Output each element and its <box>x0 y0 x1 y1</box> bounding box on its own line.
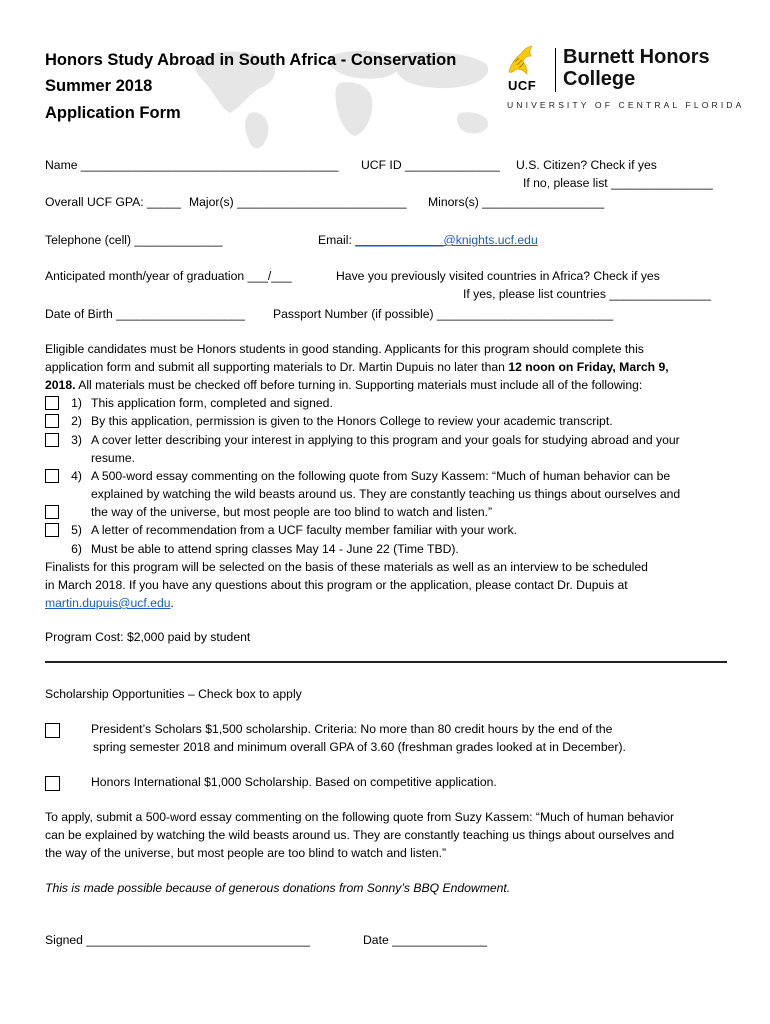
list-item-continued: explained by watching the wild beasts around us. They are constantly teaching us things about ourselves and <box>91 487 681 501</box>
email-blank[interactable]: _____________@knights.ucf.edu <box>355 233 538 247</box>
ucf-wordmark: UCF <box>508 78 537 93</box>
college-name-line2: College <box>563 68 636 90</box>
contact-email-link[interactable]: martin.dupuis@ucf.edu <box>45 596 171 610</box>
eligibility-line2 <box>45 358 669 376</box>
gpa-field[interactable]: Overall UCF GPA: _____ <box>45 195 181 209</box>
eligibility-line2-text: application form and submit all supporting materials to Dr. Martin Dupuis no later than <box>45 360 509 374</box>
majors-field[interactable]: Major(s) _________________________ <box>189 195 407 209</box>
date-field[interactable]: Date ______________ <box>363 933 488 947</box>
presidents-scholarship-line1: President’s Scholars $1,500 scholarship. Criteria: No more than 80 credit hours by the end of the <box>91 722 613 736</box>
checkbox-recommendation[interactable] <box>45 523 59 537</box>
ucf-id-field[interactable]: UCF ID ______________ <box>361 158 500 172</box>
passport-field[interactable]: Passport Number (if possible) __________________________ <box>273 307 614 321</box>
scholarship-heading: Scholarship Opportunities – Check box to apply <box>45 687 302 701</box>
list-item: A 500-word essay commenting on the following quote from Suzy Kassem: “Much of human behavior can be <box>91 469 671 483</box>
eligibility-line3-text: All materials must be checked off before turning in. Supporting materials must include all of the following: <box>75 378 643 392</box>
list-number: 3) <box>71 433 82 447</box>
list-number: 6) <box>71 542 82 556</box>
checkbox-transcript[interactable] <box>45 414 59 428</box>
signature-field[interactable]: Signed _________________________________ <box>45 933 311 947</box>
list-item: By this application, permission is given to the Honors College to review your academic transcript. <box>91 414 613 428</box>
list-number: 1) <box>71 396 82 410</box>
pegasus-logo-icon <box>505 44 535 76</box>
telephone-field[interactable]: Telephone (cell) _____________ <box>45 233 223 247</box>
africa-if-yes-field[interactable]: If yes, please list countries _______________ <box>463 287 711 301</box>
checkbox-application-form[interactable] <box>45 396 59 410</box>
college-name-line1: Burnett Honors <box>563 46 710 68</box>
finalists-line2: in March 2018. If you have any questions about this program or the application, please contact Dr. Dupuis at <box>45 578 628 592</box>
eligibility-line1: Eligible candidates must be Honors students in good standing. Applicants for this program should complete this <box>45 342 644 356</box>
list-item: This application form, completed and signed. <box>91 396 333 410</box>
checkbox-essay[interactable] <box>45 469 59 483</box>
list-item: A letter of recommendation from a UCF faculty member familiar with your work. <box>91 523 518 537</box>
checkbox-presidents-scholarship[interactable] <box>45 723 60 738</box>
university-name: UNIVERSITY OF CENTRAL FLORIDA <box>507 100 745 110</box>
africa-question: Have you previously visited countries in Africa? Check if yes <box>336 269 660 283</box>
form-title-line2: Summer 2018 <box>45 77 153 95</box>
apply-line3: the way of the universe, but most people are too blind to watch and listen.” <box>45 846 447 860</box>
name-field[interactable]: Name ______________________________________ <box>45 158 339 172</box>
finalists-period: . <box>170 596 174 610</box>
finalists-line1: Finalists for this program will be selected on the basis of these materials as well as an interview to be scheduled <box>45 560 648 574</box>
minors-field[interactable]: Minors(s) __________________ <box>428 195 605 209</box>
list-number: 4) <box>71 469 82 483</box>
program-cost: Program Cost: $2,000 paid by student <box>45 630 251 644</box>
international-scholarship: Honors International $1,000 Scholarship. Based on competitive application. <box>91 775 497 789</box>
college-name <box>563 46 710 90</box>
list-item: A cover letter describing your interest in applying to this program and your goals for studying abroad and your <box>91 433 680 447</box>
citizen-if-no-field[interactable]: If no, please list _______________ <box>523 176 713 190</box>
dob-field[interactable]: Date of Birth ___________________ <box>45 307 245 321</box>
list-item-continued: resume. <box>91 451 136 465</box>
donation-note: This is made possible because of generous donations from Sonny’s BBQ Endowment. <box>45 881 511 895</box>
finalists-line3 <box>45 594 174 612</box>
apply-line1: To apply, submit a 500-word essay commenting on the following quote from Suzy Kassem: “Much of human behavior <box>45 810 675 824</box>
list-item: Must be able to attend spring classes May 14 - June 22 (Time TBD). <box>91 542 459 556</box>
form-title-line1: Honors Study Abroad in South Africa - Conservation <box>45 51 457 69</box>
email-label: Email: <box>318 233 356 247</box>
presidents-scholarship-line2: spring semester 2018 and minimum overall GPA of 3.60 (freshman grades looked at in December). <box>93 740 626 754</box>
graduation-field[interactable]: Anticipated month/year of graduation ___/___ <box>45 269 292 283</box>
list-number: 5) <box>71 523 82 537</box>
checkbox-international-scholarship[interactable] <box>45 776 60 791</box>
form-title-line3: Application Form <box>45 104 181 122</box>
apply-line2: can be explained by watching the wild beasts around us. They are constantly teaching us things about ourselves and <box>45 828 675 842</box>
section-divider <box>45 661 727 663</box>
eligibility-line3 <box>45 376 642 394</box>
list-item-continued: the way of the universe, but most people are too blind to watch and listen.” <box>91 505 493 519</box>
checkbox-cover-letter[interactable] <box>45 433 59 447</box>
deadline-year: 2018. <box>45 378 76 392</box>
checkbox-resume[interactable] <box>45 505 59 519</box>
email-field[interactable] <box>318 231 538 249</box>
logo-divider <box>555 48 556 92</box>
deadline-text: 12 noon on Friday, March 9, <box>508 360 669 374</box>
citizen-question: U.S. Citizen? Check if yes <box>516 158 657 172</box>
list-number: 2) <box>71 414 82 428</box>
